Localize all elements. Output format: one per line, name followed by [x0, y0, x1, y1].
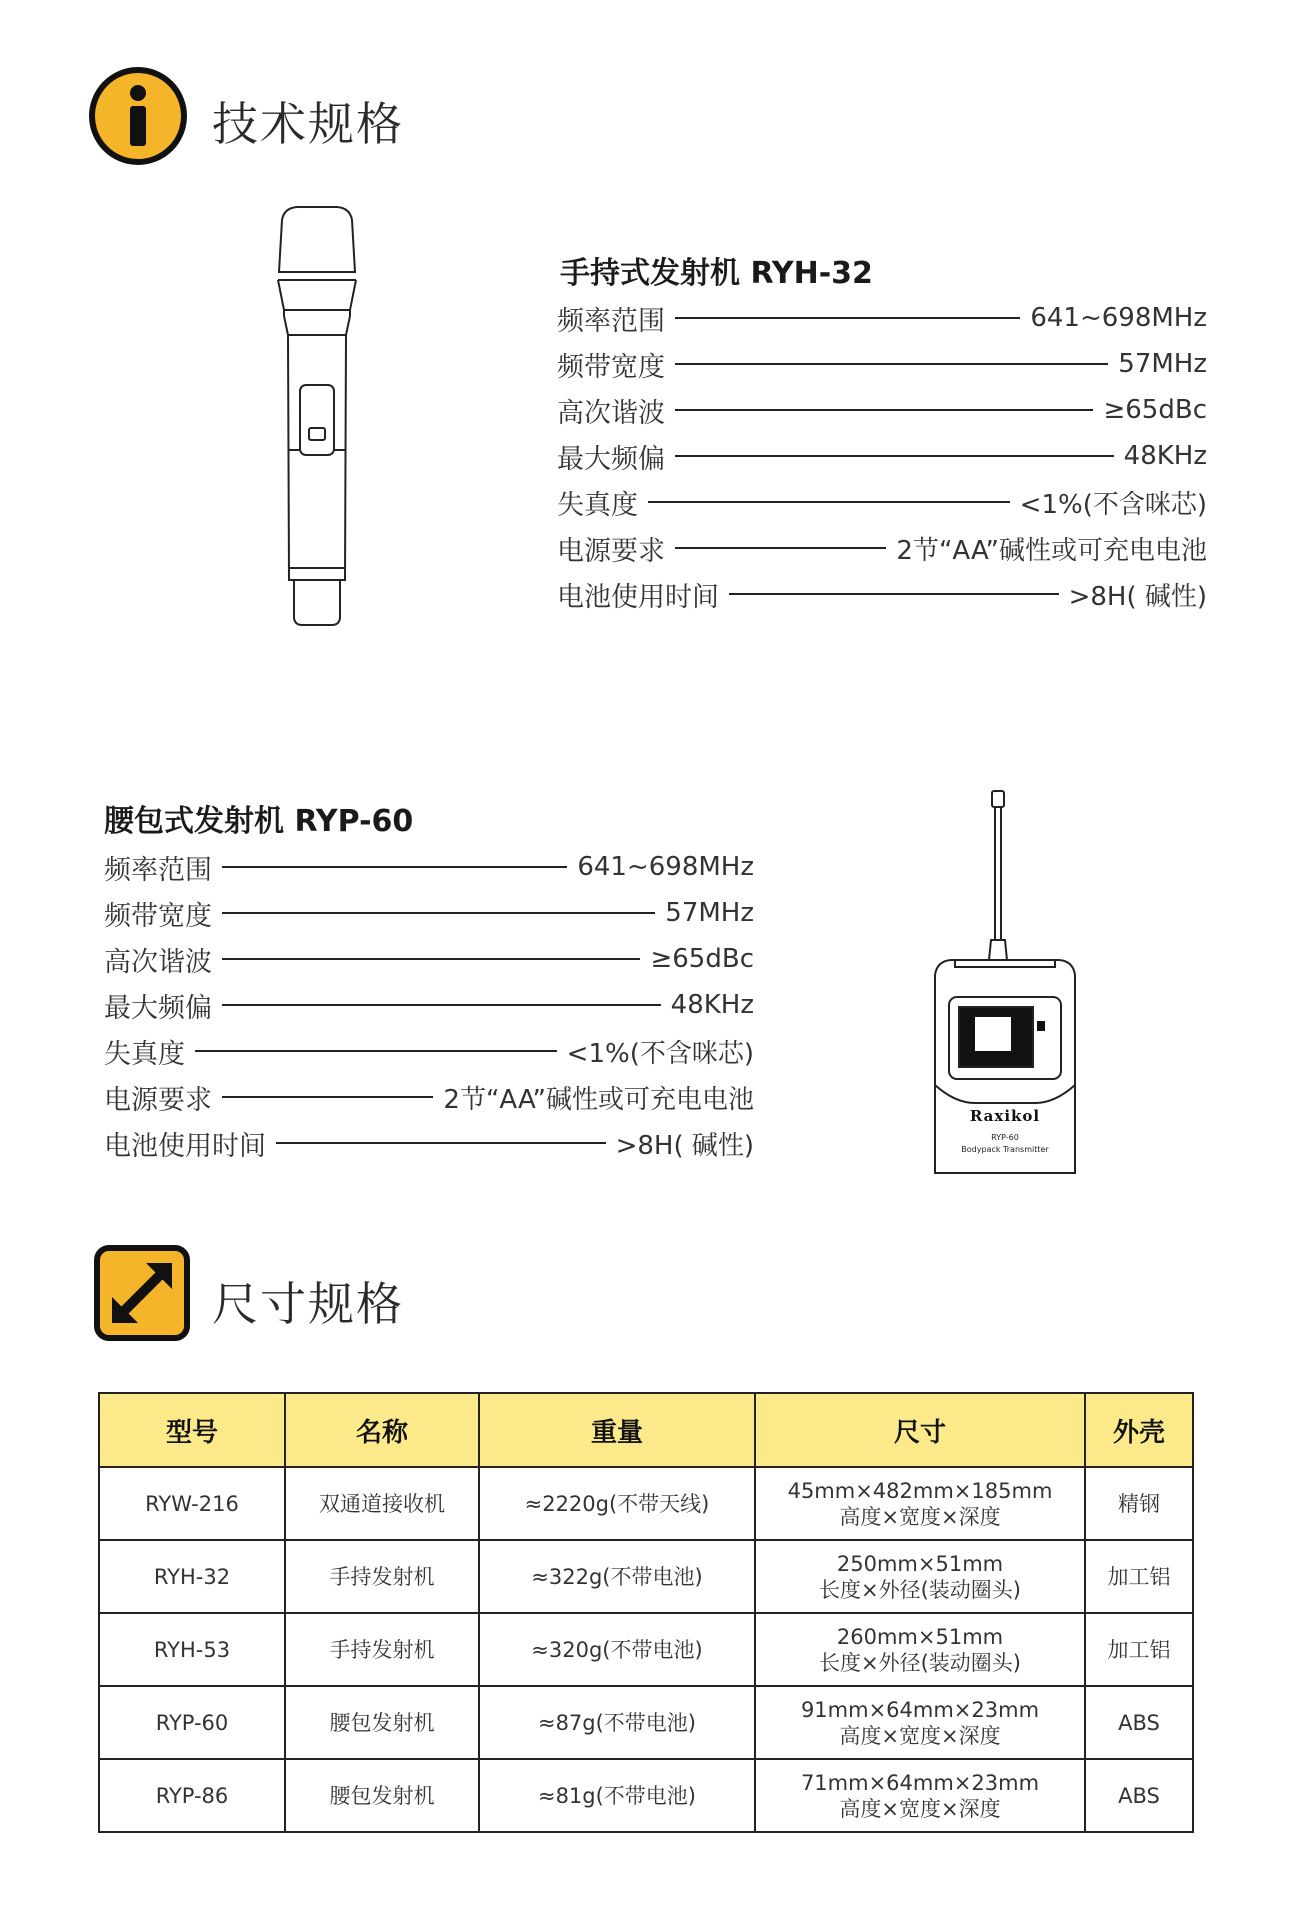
cell-model: RYP-86	[99, 1759, 285, 1832]
spec-label: 频率范围	[557, 305, 665, 337]
spec-value: 641~698MHz	[1030, 303, 1207, 333]
dimension-title: 尺寸规格	[212, 1277, 404, 1331]
spec-value: 48KHz	[1123, 441, 1207, 471]
column-header-size: 尺寸	[755, 1393, 1085, 1467]
cell-name: 双通道接收机	[285, 1467, 479, 1540]
cell-model: RYW-216	[99, 1467, 285, 1540]
spec-label: 电池使用时间	[557, 581, 719, 613]
size-value: 91mm×64mm×23mm	[800, 1697, 1040, 1722]
spec-row	[104, 983, 754, 1027]
leader-line	[729, 593, 1059, 595]
spec-label: 失真度	[104, 1038, 185, 1070]
bodypack-brand: Raxikol	[969, 1107, 1041, 1125]
cell-size	[755, 1613, 1085, 1686]
size-dimensions: 高度×宽度×深度	[839, 1723, 1001, 1748]
size-value: 250mm×51mm	[836, 1551, 1004, 1576]
size-value: 260mm×51mm	[836, 1624, 1004, 1649]
spec-value: 57MHz	[665, 898, 754, 928]
leader-line	[675, 455, 1114, 457]
leader-line	[675, 363, 1108, 365]
spec-row	[557, 388, 1207, 432]
spec-label: 频带宽度	[557, 351, 665, 383]
handheld-title: 手持式发射机 RYH-32	[560, 256, 873, 291]
leader-line	[222, 912, 655, 914]
column-header-shell: 外壳	[1085, 1393, 1193, 1467]
table-row	[99, 1759, 1193, 1832]
spec-label: 高次谐波	[557, 397, 665, 429]
spec-row	[104, 845, 754, 889]
spec-row	[557, 572, 1207, 616]
spec-label: 电池使用时间	[104, 1130, 266, 1162]
leader-line	[222, 866, 567, 868]
spec-value: 2节“AA”碱性或可充电电池	[896, 535, 1207, 566]
cell-model: RYH-32	[99, 1540, 285, 1613]
spec-label: 最大频偏	[557, 443, 665, 475]
spec-row	[104, 891, 754, 935]
cell-name: 手持发射机	[285, 1613, 479, 1686]
cell-weight: ≈2220g(不带天线)	[479, 1467, 755, 1540]
spec-row	[557, 296, 1207, 340]
table-row	[99, 1613, 1193, 1686]
leader-line	[648, 501, 1010, 503]
spec-row	[104, 1029, 754, 1073]
handheld-mic-image	[262, 200, 372, 640]
cell-size	[755, 1759, 1085, 1832]
spec-value: <1%(不含咪芯)	[1019, 489, 1207, 520]
spec-value: 48KHz	[670, 990, 754, 1020]
cell-shell: ABS	[1085, 1686, 1193, 1759]
cell-size	[755, 1540, 1085, 1613]
table-header-row	[99, 1393, 1193, 1467]
spec-label: 最大频偏	[104, 992, 212, 1024]
cell-name: 手持发射机	[285, 1540, 479, 1613]
table-row	[99, 1686, 1193, 1759]
spec-value: ≥65dBc	[650, 944, 754, 974]
table-row	[99, 1540, 1193, 1613]
column-header-model: 型号	[99, 1393, 285, 1467]
size-dimensions: 长度×外径(装动圈头)	[819, 1577, 1021, 1602]
column-header-name: 名称	[285, 1393, 479, 1467]
column-header-weight: 重量	[479, 1393, 755, 1467]
cell-weight: ≈322g(不带电池)	[479, 1540, 755, 1613]
spec-label: 高次谐波	[104, 946, 212, 978]
resize-arrow-icon	[94, 1245, 190, 1341]
cell-name: 腰包发射机	[285, 1759, 479, 1832]
bodypack-title: 腰包式发射机 RYP-60	[104, 804, 414, 839]
spec-label: 频带宽度	[104, 900, 212, 932]
size-value: 45mm×482mm×185mm	[787, 1478, 1053, 1503]
spec-label: 频率范围	[104, 854, 212, 886]
leader-line	[675, 547, 886, 549]
bodypack-caption: Bodypack Transmitter	[961, 1145, 1049, 1154]
leader-line	[222, 1004, 661, 1006]
cell-model: RYH-53	[99, 1613, 285, 1686]
cell-weight: ≈320g(不带电池)	[479, 1613, 755, 1686]
cell-shell: ABS	[1085, 1759, 1193, 1832]
size-dimensions: 长度×外径(装动圈头)	[819, 1650, 1021, 1675]
spec-value: <1%(不含咪芯)	[566, 1038, 754, 1069]
spec-row	[557, 342, 1207, 386]
size-dimensions: 高度×宽度×深度	[839, 1796, 1001, 1821]
cell-shell: 精钢	[1085, 1467, 1193, 1540]
cell-weight: ≈81g(不带电池)	[479, 1759, 755, 1832]
table-row	[99, 1467, 1193, 1540]
leader-line	[195, 1050, 557, 1052]
spec-row	[104, 1121, 754, 1165]
spec-row	[557, 480, 1207, 524]
cell-shell: 加工铝	[1085, 1613, 1193, 1686]
leader-line	[276, 1142, 606, 1144]
spec-row	[104, 1075, 754, 1119]
leader-line	[675, 317, 1020, 319]
spec-row	[104, 937, 754, 981]
size-value: 71mm×64mm×23mm	[800, 1770, 1040, 1795]
tech-specs-title: 技术规格	[212, 97, 404, 151]
bodypack-image	[925, 785, 1085, 1190]
spec-label: 电源要求	[557, 535, 665, 567]
cell-weight: ≈87g(不带电池)	[479, 1686, 755, 1759]
dimension-table	[98, 1392, 1194, 1833]
spec-value: 57MHz	[1118, 349, 1207, 379]
spec-value: 2节“AA”碱性或可充电电池	[443, 1084, 754, 1115]
size-dimensions: 高度×宽度×深度	[839, 1504, 1001, 1529]
cell-shell: 加工铝	[1085, 1540, 1193, 1613]
spec-row	[557, 526, 1207, 570]
spec-label: 失真度	[557, 489, 638, 521]
cell-size	[755, 1467, 1085, 1540]
info-icon	[88, 66, 188, 166]
leader-line	[675, 409, 1093, 411]
spec-value: ≥65dBc	[1103, 395, 1207, 425]
spec-value: >8H( 碱性)	[615, 1130, 754, 1161]
spec-value: >8H( 碱性)	[1068, 581, 1207, 612]
cell-model: RYP-60	[99, 1686, 285, 1759]
spec-row	[557, 434, 1207, 478]
cell-name: 腰包发射机	[285, 1686, 479, 1759]
leader-line	[222, 1096, 433, 1098]
bodypack-model: RYP-60	[991, 1133, 1019, 1142]
cell-size	[755, 1686, 1085, 1759]
spec-value: 641~698MHz	[577, 852, 754, 882]
leader-line	[222, 958, 640, 960]
spec-label: 电源要求	[104, 1084, 212, 1116]
